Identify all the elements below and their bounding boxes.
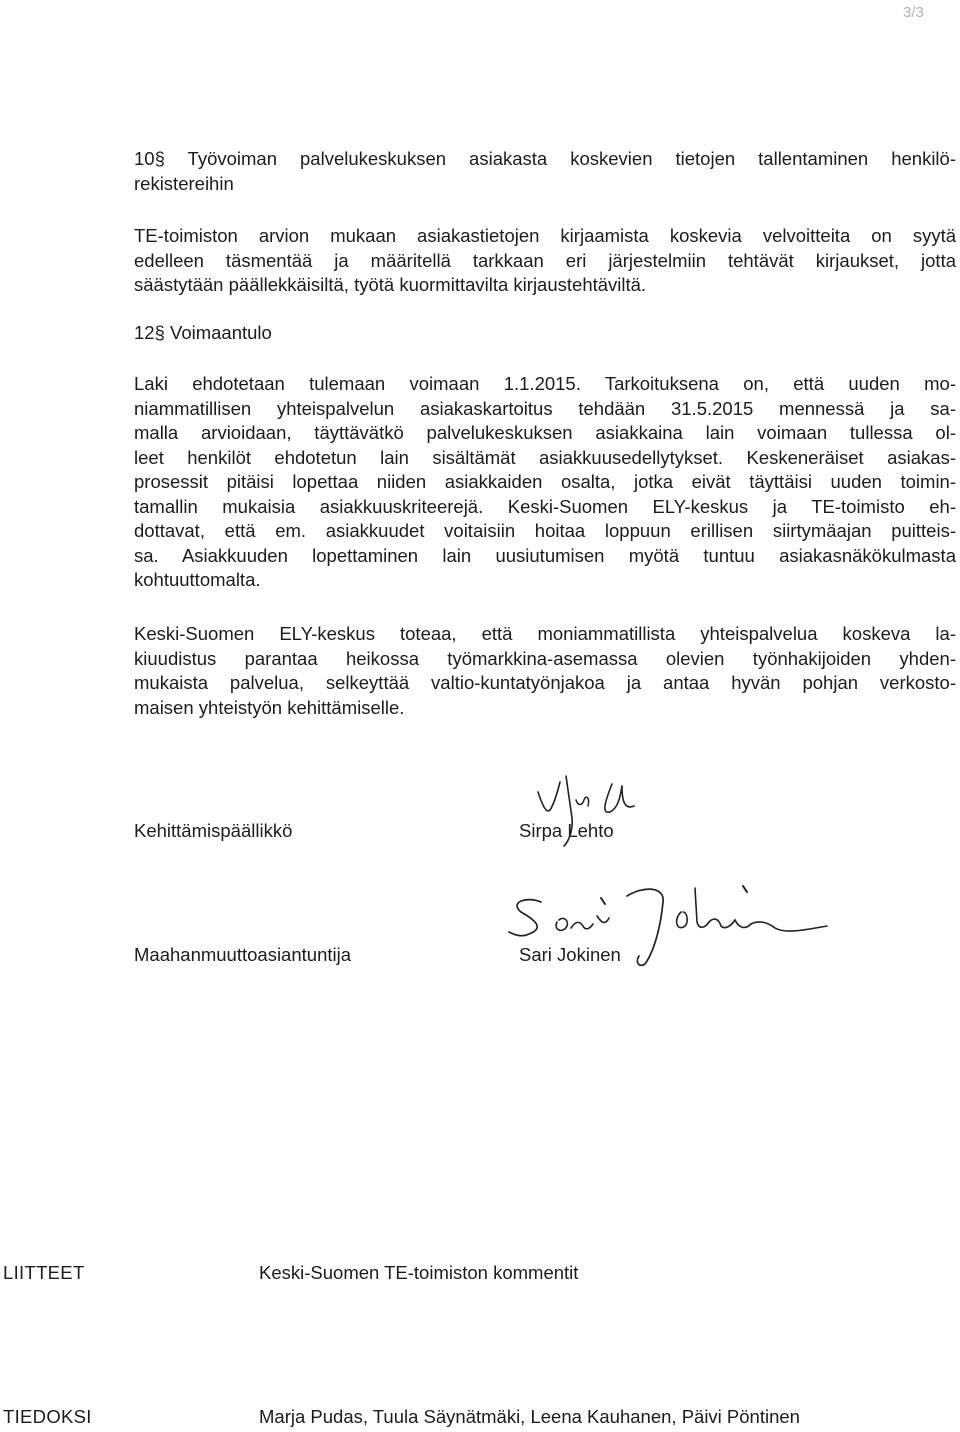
conclusion-paragraph [134,622,956,720]
heading-line: 10§ Työvoiman palvelukeskuksen asiakasta koskevien tietojen tallentaminen henkilö- [134,148,956,169]
signatory-name: Sirpa Lehto [519,820,614,841]
paragraph-line: malla arvioidaan, täyttävätkö palvelukeskuksen asiakkaina lain voimaan tullessa ol- [134,422,956,443]
heading-line: rekistereihin [134,172,234,194]
distribution-value: Marja Pudas, Tuula Säynätmäki, Leena Kauhanen, Päivi Pöntinen [259,1406,800,1427]
paragraph-line: maisen yhteistyön kehittämiselle. [134,696,405,718]
attachments-value: Keski-Suomen TE-toimiston kommentit [259,1262,579,1283]
paragraph-line: säästytään päällekkäisiltä, työtä kuormittavilta kirjaustehtäviltä. [134,274,647,295]
paragraph-line: tamallin mukaisia asiakkuuskriteerejä. Keski-Suomen ELY-keskus ja TE-toimisto eh- [134,495,956,517]
section-12-heading: 12§ Voimaantulo [134,322,272,343]
paragraph-line: Laki ehdotetaan tulemaan voimaan 1.1.2015. Tarkoituksena on, että uuden mo- [134,373,956,394]
paragraph-line: mukaista palvelua, selkeyttää valtio-kuntatyönjakoa ja antaa hyvän pohjan verkosto- [134,672,956,693]
paragraph-line: Keski-Suomen ELY-keskus toteaa, että moniammatillista yhteispalvelua koskeva la- [134,623,956,644]
paragraph-line: TE-toimiston arvion mukaan asiakastietojen kirjaamista koskevia velvoitteita on syytä [134,225,956,246]
paragraph-line: edelleen täsmentää ja määritellä tarkkaan eri järjestelmiin tehtävät kirjaukset, jotta [134,249,956,271]
signatory-title: Maahanmuuttoasiantuntija [134,944,352,965]
signatory-title: Kehittämispäällikkö [134,820,293,841]
section-10-paragraph [134,224,956,298]
paragraph-line: prosessit pitäisi lopettaa niiden asiakkaiden osalta, jotka eivät täyttäisi uuden toimin- [134,471,956,492]
paragraph-line: kiuudistus parantaa heikossa työmarkkina-asemassa olevien työnhakijoiden yhden- [134,647,956,669]
paragraph-line: sa. Asiakkuuden lopettaminen lain uusiutumisen myötä tuntuu asiakasnäkökulmasta [134,544,956,566]
paragraph-line: leet henkilöt ehdotetun lain sisältämät asiakkuusedellytykset. Keskeneräiset asiakas- [134,446,956,468]
page-number: 3/3 [903,4,924,21]
paragraph-line: dottavat, että em. asiakkuudet voitaisiin hoitaa loppuun erillisen siirtymäajan puitteis- [134,520,956,541]
signatory-name: Sari Jokinen [519,944,621,965]
paragraph-line: kohtuuttomalta. [134,569,261,590]
section-10-heading [134,147,956,196]
distribution-label: TIEDOKSI [3,1406,92,1427]
attachments-label: LIITTEET [3,1262,85,1283]
paragraph-line: niammatillisen yhteispalvelun asiakaskartoitus tehdään 31.5.2015 mennessä ja sa- [134,397,956,419]
section-12-paragraph [134,372,956,593]
